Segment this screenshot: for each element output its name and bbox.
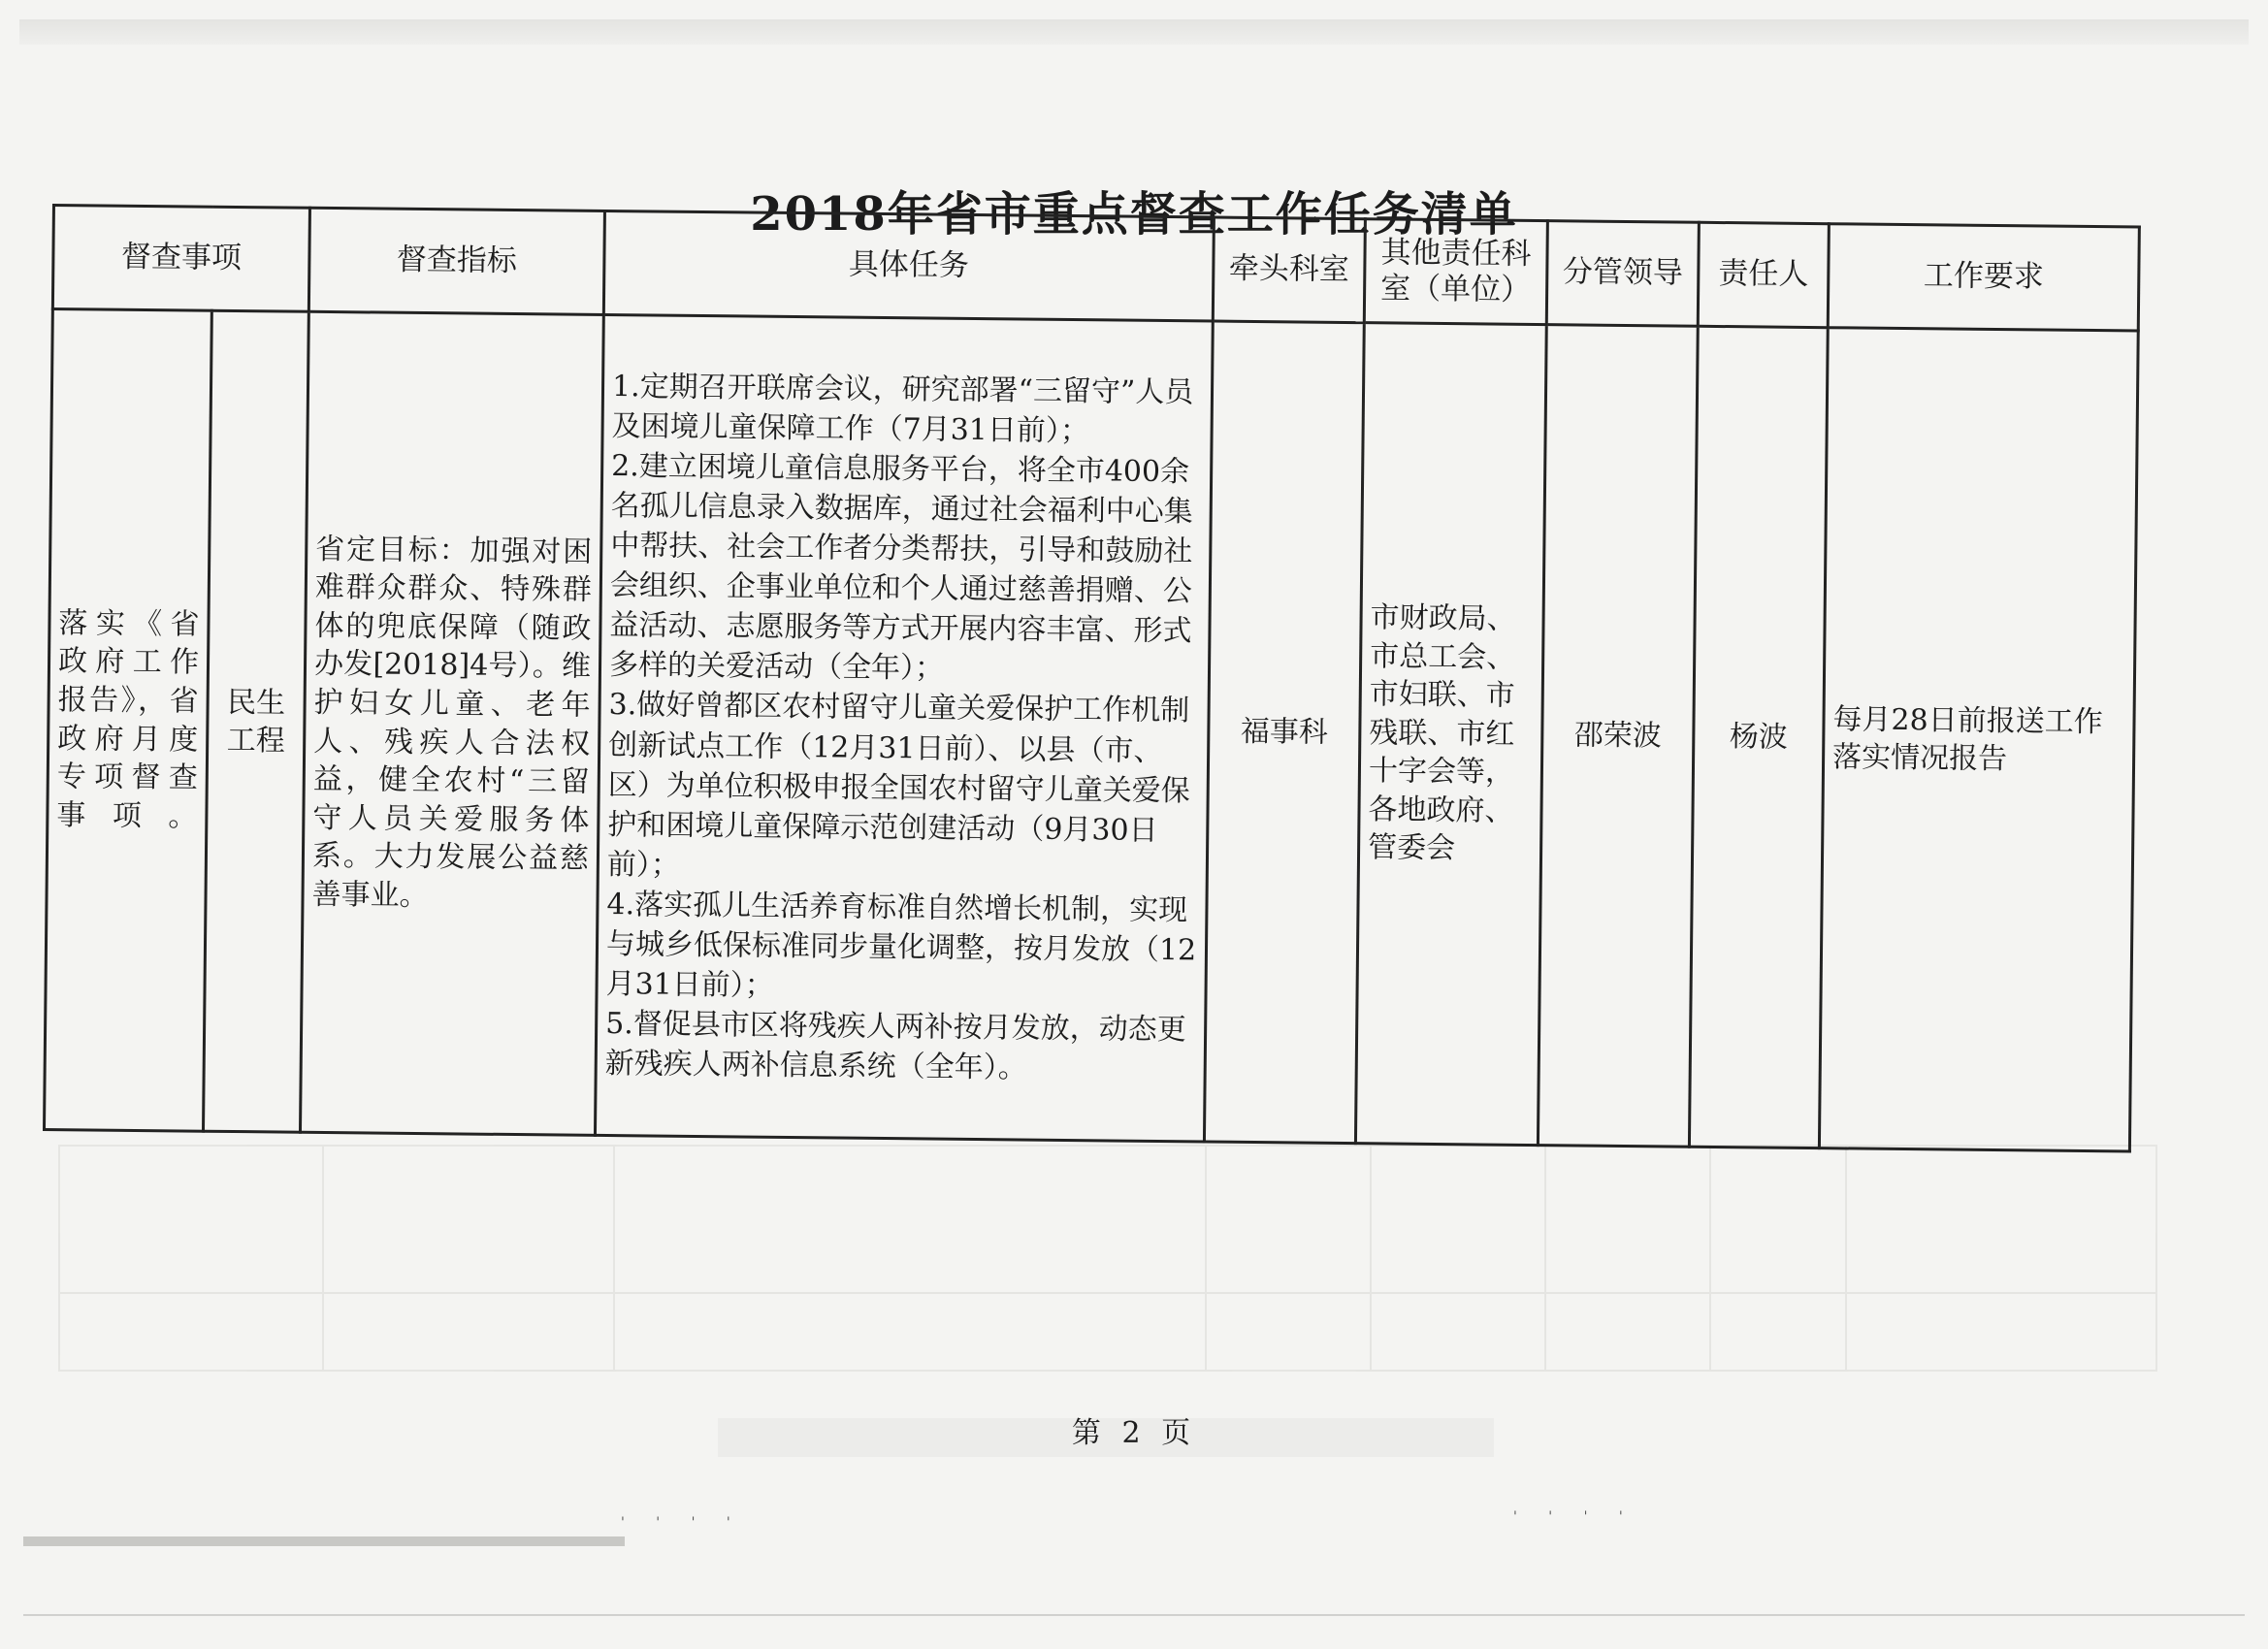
scan-specks: ' ' ' ' (621, 1515, 744, 1531)
cell-responsible: 杨波 (1689, 326, 1828, 1148)
page-number: 第 2 页 (1071, 1416, 1197, 1450)
header-item: 督查事项 (52, 206, 309, 312)
cell-sub-item: 民生工程 (203, 310, 308, 1132)
cell-lead-dept: 福事科 (1204, 321, 1364, 1144)
task-item: 2.建立困境儿童信息服务平台，将全市400余名孤儿信息录入数据库，通过社会福利中心集中帮扶、社会工作者分类帮扶，引导和鼓励社会组织、企事业单位和个人通过慈善捐赠、公益活动、志愿服务等方式开展内容丰富、形式多样的关爱活动（全年）； (608, 448, 1193, 686)
cell-item: 落实《省政府工作报告》，省政府月度专项督查事项。 (45, 309, 212, 1132)
header-leader: 分管领导 (1546, 221, 1699, 327)
cell-other-depts: 市财政局、市总工会、市妇联、市残联、市红十字会等，各地政府、管委会 (1355, 323, 1546, 1146)
cell-leader: 邵荣波 (1538, 325, 1698, 1148)
scan-shadow-bottom (23, 1536, 625, 1546)
header-tasks: 具体任务 (603, 210, 1214, 321)
scan-specks: ' ' ' ' (1513, 1509, 1636, 1525)
table-row (45, 309, 2139, 1151)
cell-tasks (595, 314, 1213, 1142)
task-item: 1.定期召开联席会议，研究部署“三留守”人员及困境儿童保障工作（7月31日前）； (611, 369, 1194, 448)
cell-requirement: 每月28日前报送工作落实情况报告 (1819, 328, 2138, 1151)
cell-target: 省定目标：加强对困难群众群众、特殊群体的兜底保障（随政办发[2018]4号）。维护妇女儿童、老年人、残疾人合法权益，健全农村“三留守人员关爱服务体系。大力发展公益慈善事业。 (300, 311, 603, 1135)
scan-edge-line (23, 1614, 2245, 1616)
document-title: 2018年省市重点督查工作任务清单 (750, 187, 1518, 242)
header-other-depts: 其他责任科室（单位） (1364, 219, 1547, 325)
scan-shadow-top (19, 19, 2249, 45)
task-item: 3.做好曾都区农村留守儿童关爱保护工作机制创新试点工作（12月31日前）、以县（市、区）为单位积极申报全国农村留守儿童关爱保护和困境儿童保障示范创建活动（9月30日前）； (606, 688, 1190, 883)
header-responsible: 责任人 (1698, 222, 1829, 327)
header-target: 督查指标 (308, 208, 604, 314)
header-lead-dept: 牵头科室 (1213, 217, 1365, 323)
task-item: 5.督促县市区将残疾人两补按月发放，动态更新残疾人两补信息系统（全年）。 (604, 1007, 1186, 1085)
task-item: 4.落实孤儿生活养育标准自然增长机制，实现与城乡低保标准同步量化调整，按月发放（12月31日前）； (605, 887, 1197, 1003)
bleed-through-table (58, 1145, 2157, 1372)
task-table (43, 204, 2141, 1152)
header-requirement: 工作要求 (1828, 224, 2139, 331)
